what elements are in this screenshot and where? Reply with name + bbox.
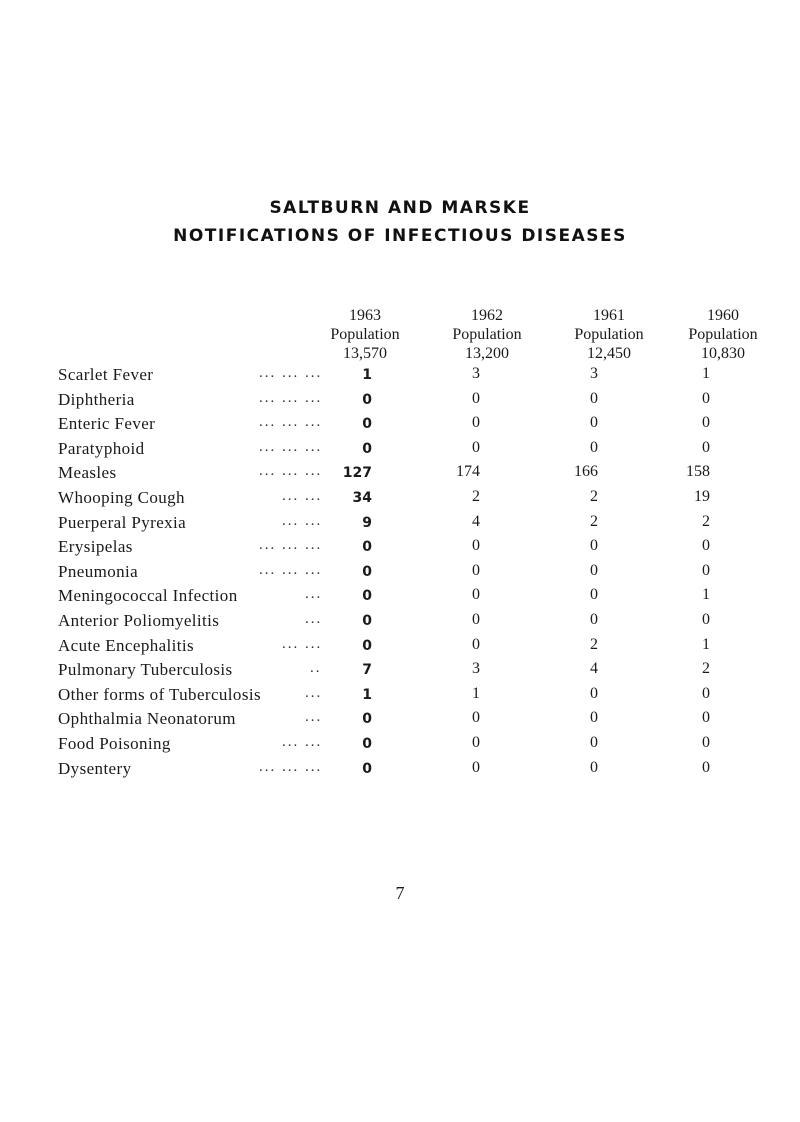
- value-cell: 0: [362, 563, 372, 580]
- dot-leader: ...: [305, 586, 323, 603]
- value-cell: 0: [702, 684, 710, 702]
- value-cell: 1: [362, 367, 372, 383]
- value-cell: 0: [590, 611, 598, 628]
- disease-name: Scarlet Fever: [58, 365, 154, 384]
- value-cell: 0: [472, 709, 480, 727]
- value-cell: 0: [702, 537, 710, 555]
- value-cell: 1: [702, 635, 710, 653]
- value-cell: 0: [702, 709, 710, 727]
- value-cell: 0: [362, 613, 372, 629]
- value-cell: 3: [472, 660, 480, 678]
- value-cell: 0: [362, 637, 372, 654]
- value-cell: 0: [702, 758, 710, 776]
- value-cell: 0: [472, 586, 480, 604]
- value-cell: 3: [472, 365, 480, 382]
- column-year: 1960: [707, 307, 739, 324]
- value-cell: 0: [472, 635, 480, 653]
- value-cell: 1: [702, 586, 710, 604]
- value-cell: 2: [590, 512, 598, 530]
- disease-name: Enteric Fever: [58, 414, 156, 434]
- dot-leader: ... ... ...: [259, 537, 323, 554]
- value-cell: 0: [362, 440, 372, 457]
- value-cell: 19: [694, 488, 710, 505]
- table-row: [0, 709, 800, 733]
- column-year: 1961: [593, 307, 625, 324]
- disease-name: Ophthalmia Neonatorum: [58, 709, 236, 729]
- disease-name: Pneumonia: [58, 561, 139, 581]
- page-number: 7: [395, 883, 405, 903]
- table-row: [0, 586, 800, 610]
- table-row: [0, 414, 800, 438]
- value-cell: 0: [362, 588, 372, 605]
- table-row: [0, 439, 800, 463]
- column-year: 1962: [471, 307, 503, 324]
- column-label: Population: [330, 326, 400, 343]
- table-row: [0, 611, 800, 635]
- dot-leader: ... ... ...: [259, 463, 323, 480]
- value-cell: 0: [472, 414, 480, 432]
- dot-leader: ... ...: [282, 734, 323, 750]
- dot-leader: ...: [305, 684, 323, 701]
- table-row: [0, 390, 800, 414]
- column-label: Population: [688, 326, 758, 343]
- disease-name: Measles: [58, 463, 117, 483]
- value-cell: 2: [590, 635, 598, 653]
- dot-leader: ... ... ...: [259, 389, 323, 406]
- table-row: [0, 734, 800, 758]
- table-row: [0, 513, 800, 537]
- value-cell: 2: [702, 660, 710, 678]
- disease-name: Other forms of Tuberculosis: [58, 684, 261, 704]
- column-population: 12,450: [587, 345, 631, 362]
- disease-name: Anterior Poliomyelitis: [58, 611, 220, 630]
- disease-name: Puerperal Pyrexia: [58, 512, 187, 532]
- value-cell: 0: [472, 537, 480, 555]
- table-row: [0, 365, 800, 389]
- value-cell: 3: [590, 365, 598, 382]
- column-year: 1963: [349, 307, 381, 324]
- column-header-1961: [554, 306, 664, 363]
- table-row: [0, 759, 800, 783]
- column-header-1963: [310, 306, 420, 363]
- value-cell: 0: [702, 734, 710, 751]
- value-cell: 2: [702, 512, 710, 530]
- value-cell: 0: [472, 611, 480, 628]
- table-row: [0, 685, 800, 709]
- dot-leader: ... ... ...: [259, 561, 323, 578]
- value-cell: 0: [362, 711, 372, 728]
- dot-leader: ..: [310, 660, 322, 677]
- disease-name: Diphtheria: [58, 389, 135, 409]
- dot-leader: ... ...: [282, 488, 323, 504]
- value-cell: 0: [362, 736, 372, 752]
- page-subtitle: NOTIFICATIONS OF INFECTIOUS DISEASES: [173, 226, 627, 246]
- value-cell: 1: [472, 684, 480, 702]
- value-cell: 1: [702, 365, 710, 382]
- value-cell: 2: [590, 488, 598, 505]
- disease-name: Pulmonary Tuberculosis: [58, 660, 233, 680]
- value-cell: 0: [362, 539, 372, 556]
- disease-name: Dysentery: [58, 758, 132, 778]
- value-cell: 0: [590, 389, 598, 407]
- disease-name: Erysipelas: [58, 537, 133, 557]
- value-cell: 0: [472, 438, 480, 456]
- dot-leader: ... ... ...: [259, 438, 323, 455]
- value-cell: 0: [702, 438, 710, 456]
- value-cell: 4: [472, 512, 480, 530]
- value-cell: 2: [472, 488, 480, 505]
- column-header-1962: [432, 306, 542, 363]
- value-cell: 0: [472, 734, 480, 751]
- dot-leader: ...: [305, 709, 323, 726]
- value-cell: 0: [702, 561, 710, 579]
- column-population: 13,570: [343, 345, 387, 362]
- dot-leader: ...: [305, 611, 323, 627]
- value-cell: 0: [590, 734, 598, 751]
- column-header-1960: [668, 306, 778, 363]
- table-row: [0, 636, 800, 660]
- page-title: SALTBURN AND MARSKE: [269, 198, 531, 218]
- value-cell: 0: [472, 561, 480, 579]
- value-cell: 0: [590, 586, 598, 604]
- disease-name: Food Poisoning: [58, 734, 171, 753]
- dot-leader: ... ...: [282, 512, 323, 529]
- value-cell: 0: [590, 537, 598, 555]
- column-population: 10,830: [701, 345, 745, 362]
- value-cell: 9: [362, 514, 372, 531]
- value-cell: 0: [590, 561, 598, 579]
- dot-leader: ... ... ...: [259, 365, 323, 381]
- column-label: Population: [574, 326, 644, 343]
- value-cell: 0: [702, 389, 710, 407]
- value-cell: 0: [472, 389, 480, 407]
- disease-name: Acute Encephalitis: [58, 635, 195, 655]
- value-cell: 174: [456, 463, 480, 481]
- dot-leader: ... ... ...: [259, 414, 323, 431]
- dot-leader: ... ... ...: [259, 758, 323, 775]
- value-cell: 1: [362, 686, 372, 703]
- value-cell: 127: [342, 465, 372, 482]
- value-cell: 0: [590, 684, 598, 702]
- table-row: [0, 488, 800, 512]
- column-population: 13,200: [465, 345, 509, 362]
- value-cell: 0: [590, 758, 598, 776]
- value-cell: 0: [590, 709, 598, 727]
- dot-leader: ... ...: [282, 635, 323, 652]
- value-cell: 166: [574, 463, 598, 481]
- column-label: Population: [452, 326, 522, 343]
- value-cell: 34: [352, 490, 372, 506]
- table-row: [0, 537, 800, 561]
- value-cell: 0: [590, 438, 598, 456]
- value-cell: 0: [702, 414, 710, 432]
- value-cell: 0: [702, 611, 710, 628]
- value-cell: 7: [362, 662, 372, 679]
- value-cell: 0: [362, 391, 372, 408]
- disease-name: Paratyphoid: [58, 438, 145, 458]
- value-cell: 0: [362, 760, 372, 777]
- table-row: [0, 463, 800, 487]
- disease-name: Meningococcal Infection: [58, 586, 238, 606]
- table-row: [0, 660, 800, 684]
- value-cell: 0: [472, 758, 480, 776]
- value-cell: 4: [590, 660, 598, 678]
- table-row: [0, 562, 800, 586]
- disease-name: Whooping Cough: [58, 488, 185, 507]
- value-cell: 0: [362, 416, 372, 433]
- value-cell: 0: [590, 414, 598, 432]
- value-cell: 158: [686, 463, 710, 481]
